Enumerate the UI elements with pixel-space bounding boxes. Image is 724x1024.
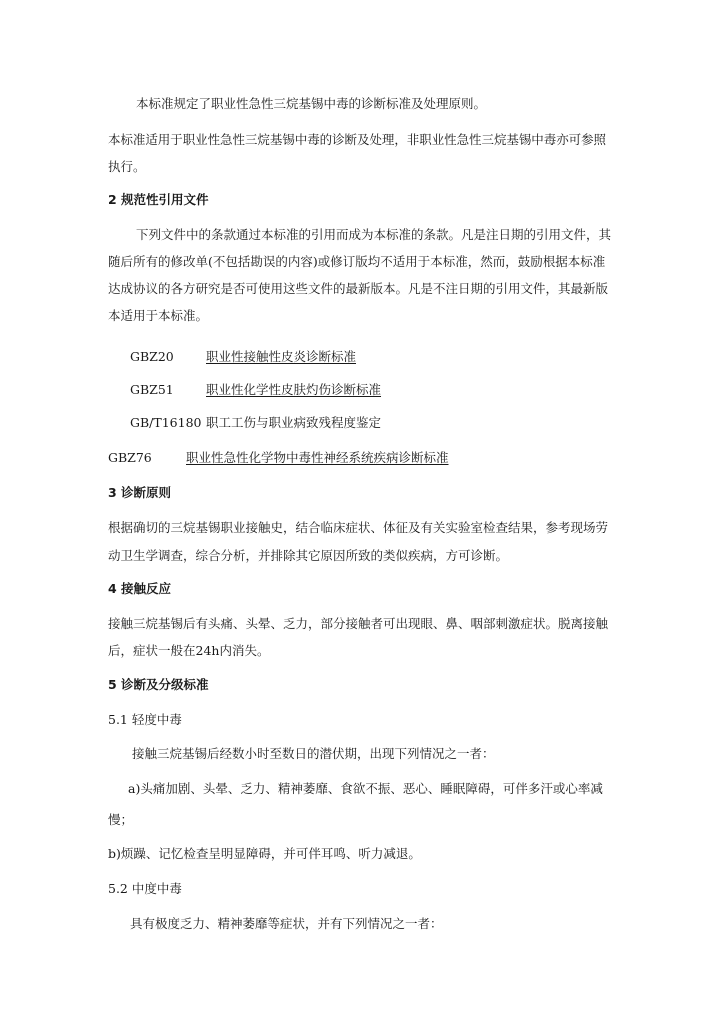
subsection-5-2-intro: 具有极度乏力、精神萎靡等症状，并有下列情况之一者： [130,916,443,931]
item-a-line-2: 慢； [108,812,134,827]
section-4-paragraph-line-1: 接触三烷基锡后有头痛、头晕、乏力，部分接触者可出现眼、鼻、咽部刺激症状。脱离接触 [108,616,609,631]
reference-title-link[interactable]: 职业性接触性皮炎诊断标准 [206,349,357,364]
reference-code: GBZ51 [130,382,174,397]
subsection-5-1-intro: 接触三烷基锡后经数小时至数日的潜伏期，出现下列情况之一者： [132,746,495,761]
section-2-paragraph-line-4: 本适用于本标准。 [108,308,209,323]
section-2-paragraph-line-2: 随后所有的修改单(不包括勘误的内容)或修订版均不适用于本标准，然而，鼓励根据本标准 [108,254,606,269]
item-a-line-1: a)头痛加剧、头晕、乏力、精神萎靡、食欲不振、恶心、睡眠障碍，可伴多汗或心率减 [128,781,603,796]
reference-code: GBZ76 [108,450,152,465]
reference-title: 职工工伤与职业病致残程度鉴定 [206,415,382,430]
reference-code: GBZ20 [130,349,174,364]
reference-item [130,349,356,365]
subsection-5-2-heading: 5.2 中度中毒 [108,881,182,896]
section-3-paragraph-line-2: 动卫生学调查，综合分析，并排除其它原因所致的类似疾病，方可诊断。 [108,548,509,563]
reference-item [108,450,449,466]
scope-paragraph: 本标准规定了职业性急性三烷基锡中毒的诊断标准及处理原则。 [136,96,487,111]
section-2-paragraph-line-1: 下列文件中的条款通过本标准的引用而成为本标准的条款。凡是注日期的引用文件，其 [136,227,612,242]
section-2-heading: 2 规范性引用文件 [108,192,209,207]
item-b: b)烦躁、记忆检查呈明显障碍，并可伴耳鸣、听力减退。 [108,846,421,861]
section-3-paragraph-line-1: 根据确切的三烷基锡职业接触史，结合临床症状、体征及有关实验室检查结果，参考现场劳 [108,520,609,535]
section-5-heading: 5 诊断及分级标准 [108,677,209,692]
section-4-paragraph-line-2: 后，症状一般在24h内消失。 [108,643,270,658]
reference-item [130,382,381,398]
reference-title-link[interactable]: 职业性化学性皮肤灼伤诊断标准 [206,382,382,397]
reference-item [130,415,381,431]
reference-code: GB/T16180 [130,415,202,430]
section-4-heading: 4 接触反应 [108,581,172,596]
section-3-heading: 3 诊断原则 [108,485,172,500]
reference-title-link[interactable]: 职业性急性化学物中毒性神经系统疾病诊断标准 [186,450,449,465]
applicability-paragraph-line-2: 执行。 [108,159,146,174]
section-2-paragraph-line-3: 达成协议的各方研究是否可使用这些文件的最新版本。凡是不注日期的引用文件，其最新版 [108,281,609,296]
applicability-paragraph-line-1: 本标准适用于职业性急性三烷基锡中毒的诊断及处理，非职业性急性三烷基锡中毒亦可参照 [108,132,607,147]
subsection-5-1-heading: 5.1 轻度中毒 [108,712,182,727]
